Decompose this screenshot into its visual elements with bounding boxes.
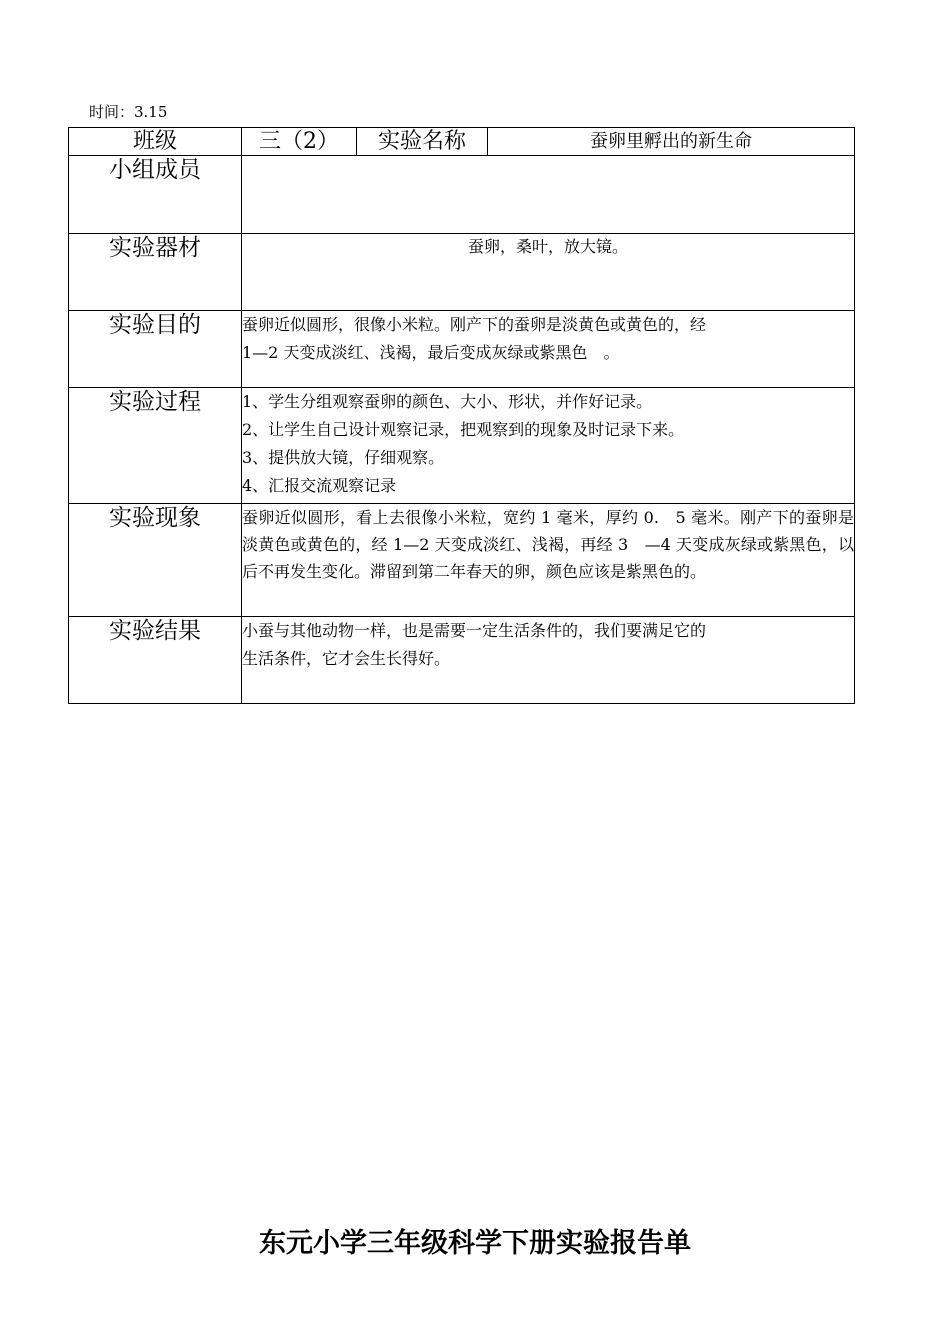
class-label: 班级 — [69, 128, 242, 156]
phenomenon-label: 实验现象 — [69, 504, 242, 617]
result-line: 小蚕与其他动物一样，也是需要一定生活条件的，我们要满足它的 — [242, 621, 707, 640]
materials-row — [69, 234, 855, 311]
process-step: 2、让学生自己设计观察记录，把观察到的现象及时记录下来。 — [242, 420, 685, 439]
report-time: 时间：3.15 — [89, 103, 168, 121]
members-label: 小组成员 — [69, 156, 242, 234]
materials-label: 实验器材 — [69, 234, 242, 311]
result-label: 实验结果 — [69, 617, 242, 704]
process-step: 4、汇报交流观察记录 — [242, 476, 397, 495]
materials-value: 蚕卵，桑叶，放大镜。 — [242, 234, 855, 311]
report-title: 东元小学三年级科学下册实验报告单 — [259, 1228, 691, 1259]
result-row — [69, 617, 855, 704]
process-step: 1、学生分组观察蚕卵的颜色、大小、形状，并作好记录。 — [242, 392, 653, 411]
process-row — [69, 388, 855, 504]
purpose-line: 1—2 天变成淡红、浅褐，最后变成灰绿或紫黑色 。 — [242, 343, 620, 362]
members-row — [69, 156, 855, 234]
phenomenon-value: 蚕卵近似圆形，看上去很像小米粒，宽约 1 毫米，厚约 0. 5 毫米。刚产下的蚕卵是淡黄色或黄色的，经 1—2 天变成淡红、浅褐，再经 3 —4 天变成灰绿或紫黑色，以后不再发生变化。滞留到第二年春天的卵，颜色应该是紫黑色的。 — [242, 504, 855, 617]
process-step: 3、提供放大镜，仔细观察。 — [242, 448, 445, 467]
purpose-row — [69, 311, 855, 388]
experiment-name-value: 蚕卵里孵出的新生命 — [488, 128, 855, 156]
experiment-name-label: 实验名称 — [357, 128, 488, 156]
process-value — [242, 388, 855, 504]
purpose-label: 实验目的 — [69, 311, 242, 388]
result-value — [242, 617, 855, 704]
process-label: 实验过程 — [69, 388, 242, 504]
result-line: 生活条件，它才会生长得好。 — [242, 649, 451, 668]
members-value — [242, 156, 855, 234]
class-value: 三（2） — [242, 128, 357, 156]
purpose-value — [242, 311, 855, 388]
experiment-report-table — [68, 127, 855, 704]
purpose-line: 蚕卵近似圆形，很像小米粒。刚产下的蚕卵是淡黄色或黄色的，经 — [242, 315, 707, 334]
phenomenon-row — [69, 504, 855, 617]
header-row — [69, 128, 855, 156]
